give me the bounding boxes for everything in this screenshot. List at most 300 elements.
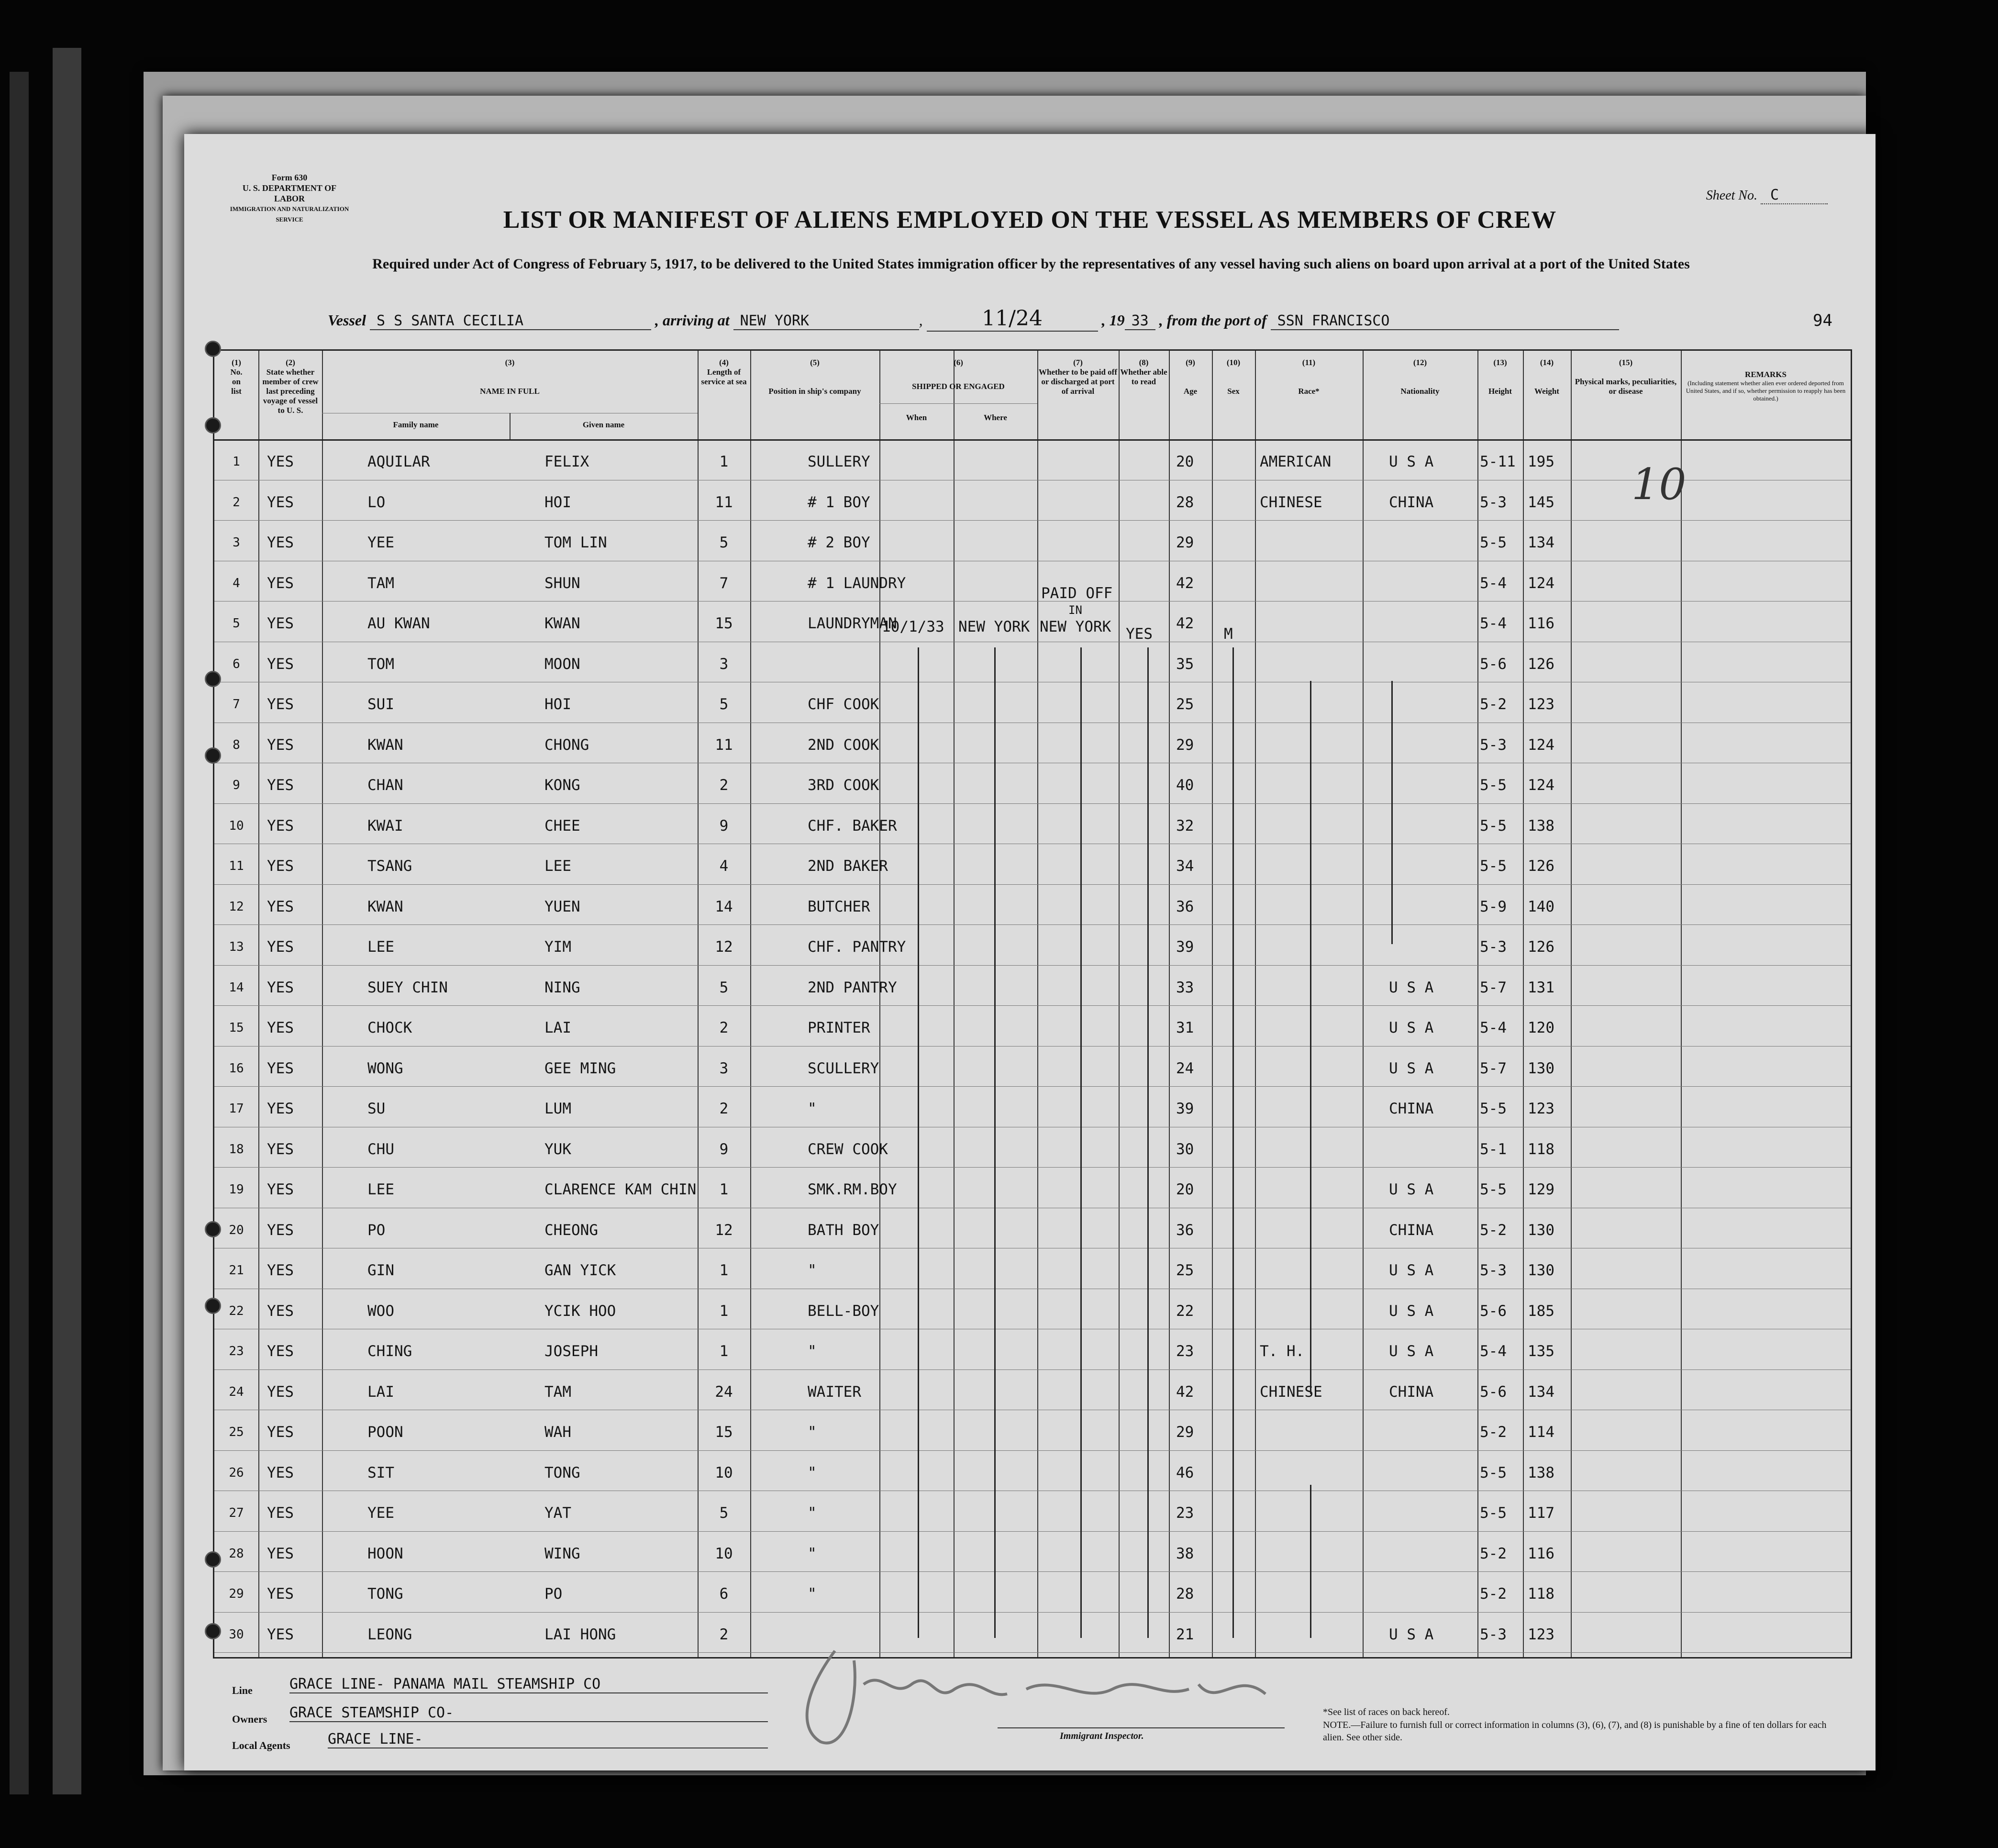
- cell-height: 5-3: [1480, 493, 1507, 511]
- cell-family: YEE: [367, 1504, 394, 1522]
- vessel-label: Vessel: [328, 312, 366, 329]
- year-prefix: , 19: [1101, 312, 1125, 329]
- cell-weight: 138: [1528, 817, 1554, 835]
- cell-position: 2ND PANTRY: [808, 979, 897, 996]
- cell-service: 12: [715, 938, 733, 956]
- cell-given: WAH: [544, 1424, 571, 1441]
- arrival-port: NEW YORK: [733, 312, 919, 330]
- cell-height: 5-3: [1480, 736, 1507, 754]
- cell-service: 9: [719, 1140, 729, 1158]
- owners-label: Owners: [232, 1713, 267, 1725]
- col-divider: [1169, 351, 1170, 1657]
- cell-age: 35: [1176, 655, 1194, 673]
- film-edge-left: [10, 72, 29, 1794]
- punch-hole: [205, 341, 221, 357]
- cell-weight: 117: [1528, 1504, 1554, 1522]
- cell-nat: U S A: [1389, 1262, 1434, 1279]
- col-divider: [1119, 351, 1120, 1657]
- cell-prev: YES: [267, 1059, 294, 1077]
- cell-no: 8: [233, 737, 240, 752]
- col-divider: [954, 351, 955, 1657]
- cell-service: 7: [719, 574, 729, 592]
- col-divider: [1477, 351, 1478, 1657]
- cell-given: CLARENCE KAM CHIN: [544, 1181, 697, 1198]
- cell-prev: YES: [267, 1100, 294, 1117]
- ditto-line: [1310, 681, 1311, 1394]
- col-header-shipped: (6) SHIPPED OR ENGAGED: [912, 358, 1005, 391]
- punch-hole: [205, 747, 221, 764]
- cell-position: CREW COOK: [808, 1140, 888, 1158]
- col-header-name: (3) NAME IN FULL: [480, 358, 540, 396]
- cell-family: YEE: [367, 534, 394, 551]
- cell-height: 5-9: [1480, 898, 1507, 915]
- cell-given: NING: [544, 979, 580, 996]
- cell-given: YUK: [544, 1140, 571, 1158]
- punch-hole: [205, 671, 221, 687]
- ditto-line: [918, 647, 919, 1638]
- cell-position: BUTCHER: [808, 898, 870, 915]
- cell-no: 18: [229, 1142, 244, 1157]
- cell-position: CHF. PANTRY: [808, 938, 906, 956]
- cell-no: 30: [229, 1627, 244, 1642]
- cell-weight: 126: [1528, 938, 1554, 956]
- cell-height: 5-2: [1480, 1221, 1507, 1239]
- cell-prev: YES: [267, 1302, 294, 1320]
- cell-given: TONG: [544, 1464, 580, 1481]
- cell-family: PO: [367, 1221, 386, 1239]
- paid-off-line-2: IN: [1068, 603, 1082, 617]
- cell-prev: YES: [267, 1262, 294, 1279]
- cell-given: JOSEPH: [544, 1343, 598, 1360]
- cell-given: YCIK HOO: [544, 1302, 616, 1320]
- cell-service: 5: [719, 534, 729, 551]
- cell-height: 5-2: [1480, 1424, 1507, 1441]
- cell-family: KWAI: [367, 817, 403, 835]
- col-header-given-name: Given name: [582, 420, 625, 429]
- cell-no: 9: [233, 778, 240, 792]
- cell-service: 6: [719, 1585, 729, 1603]
- col-header-family-name: Family name: [393, 420, 439, 429]
- punch-hole: [205, 417, 221, 434]
- page-number: 94: [1813, 311, 1832, 330]
- col-header-nationality: (12) Nationality: [1400, 358, 1440, 396]
- cell-service: 3: [719, 655, 729, 673]
- cell-age: 29: [1176, 1424, 1194, 1441]
- arrival-year: 33: [1125, 312, 1155, 330]
- cell-service: 9: [719, 817, 729, 835]
- cell-height: 5-3: [1480, 938, 1507, 956]
- cell-family: SUI: [367, 696, 394, 713]
- cell-prev: YES: [267, 655, 294, 673]
- cell-prev: YES: [267, 1221, 294, 1239]
- cell-family: CHU: [367, 1140, 394, 1158]
- cell-family: GIN: [367, 1262, 394, 1279]
- cell-given: LEE: [544, 857, 571, 875]
- cell-nat: CHINA: [1389, 1383, 1434, 1401]
- cell-no: 17: [229, 1102, 244, 1116]
- ditto-line: [1232, 647, 1234, 1638]
- cell-weight: 120: [1528, 1019, 1554, 1036]
- cell-family: LEONG: [367, 1625, 412, 1643]
- cell-given: YIM: [544, 938, 571, 956]
- col-header-remarks: REMARKS (Including statement whether alien ever ordered deported from United States, and if so, whether permission to reapply has been obtained.): [1686, 370, 1846, 402]
- ditto-line: [1310, 1485, 1311, 1638]
- cell-age: 29: [1176, 736, 1194, 754]
- cell-no: 4: [233, 576, 240, 590]
- cell-height: 5-3: [1480, 1625, 1507, 1643]
- cell-nat: U S A: [1389, 979, 1434, 996]
- cell-position: CHF. BAKER: [808, 817, 897, 835]
- cell-weight: 195: [1528, 453, 1554, 470]
- cell-family: LAI: [367, 1383, 394, 1401]
- cell-race: T. H.: [1260, 1343, 1305, 1360]
- cell-height: 5-5: [1480, 777, 1507, 794]
- ditto-line: [1147, 647, 1149, 1638]
- cell-weight: 123: [1528, 1625, 1554, 1643]
- cell-given: TOM LIN: [544, 534, 607, 551]
- cell-weight: 145: [1528, 493, 1554, 511]
- cell-family: HOON: [367, 1545, 403, 1562]
- cell-no: 19: [229, 1182, 244, 1197]
- cell-weight: 124: [1528, 777, 1554, 794]
- cell-weight: 134: [1528, 534, 1554, 551]
- cell-weight: 140: [1528, 898, 1554, 915]
- cell-height: 5-4: [1480, 574, 1507, 592]
- sheet-number: [1706, 187, 1828, 204]
- cell-no: 13: [229, 940, 244, 954]
- cell-no: 29: [229, 1587, 244, 1601]
- cell-family: TONG: [367, 1585, 403, 1603]
- cell-family: CHOCK: [367, 1019, 412, 1036]
- cell-age: 21: [1176, 1625, 1194, 1643]
- from-port: SSN FRANCISCO: [1271, 312, 1619, 330]
- cell-given: CHONG: [544, 736, 589, 754]
- cell-weight: 124: [1528, 736, 1554, 754]
- cell-given: PO: [544, 1585, 563, 1603]
- owners-value: GRACE STEAMSHIP CO-: [289, 1704, 768, 1722]
- cell-age: 25: [1176, 696, 1194, 713]
- cell-given: KWAN: [544, 615, 580, 632]
- row-divider: [214, 965, 1851, 966]
- cell-height: 5-5: [1480, 534, 1507, 551]
- cell-nat: U S A: [1389, 1343, 1434, 1360]
- cell-prev: YES: [267, 1545, 294, 1562]
- punch-hole: [205, 1551, 221, 1568]
- col-divider: [1363, 351, 1364, 1657]
- cell-nat: U S A: [1389, 1019, 1434, 1036]
- cell-prev: YES: [267, 1464, 294, 1481]
- cell-prev: YES: [267, 493, 294, 511]
- cell-age: 28: [1176, 1585, 1194, 1603]
- paid-off-line-1: PAID OFF: [1041, 585, 1113, 602]
- cell-weight: 131: [1528, 979, 1554, 996]
- cell-prev: YES: [267, 1019, 294, 1036]
- cell-position: LAUNDRYMAN: [808, 615, 897, 632]
- cell-no: 11: [229, 859, 244, 873]
- cell-height: 5-6: [1480, 655, 1507, 673]
- col-divider: [1681, 351, 1682, 1657]
- cell-prev: YES: [267, 453, 294, 470]
- cell-height: 5-11: [1480, 453, 1516, 470]
- cell-weight: 135: [1528, 1343, 1554, 1360]
- col-divider: [1523, 351, 1524, 1657]
- service-name: IMMIGRATION AND NATURALIZATION SERVICE: [230, 205, 349, 223]
- cell-weight: 116: [1528, 1545, 1554, 1562]
- cell-no: 6: [233, 657, 240, 671]
- cell-position: 3RD COOK: [808, 777, 879, 794]
- cell-family: CHAN: [367, 777, 403, 794]
- vessel-line: Vessel S S SANTA CECILIA , arriving at NEW YORK , 11/24 , 19 33 , from the port of SSN FRANCISCO: [328, 306, 1619, 332]
- cell-age: 36: [1176, 1221, 1194, 1239]
- col-divider: [750, 351, 751, 1657]
- cell-height: 5-3: [1480, 1262, 1507, 1279]
- cell-height: 5-1: [1480, 1140, 1507, 1158]
- cell-given: HOI: [544, 493, 571, 511]
- manifest-page: [184, 134, 1876, 1770]
- cell-race: CHINESE: [1260, 493, 1322, 511]
- cell-given: FELIX: [544, 453, 589, 470]
- cell-nat: U S A: [1389, 1625, 1434, 1643]
- cell-family: LEE: [367, 938, 394, 956]
- sheet-value: C: [1761, 187, 1828, 204]
- arriving-label: , arriving at: [655, 312, 730, 329]
- cell-age: 25: [1176, 1262, 1194, 1279]
- page-subtitle: Required under Act of Congress of February 5, 1917, to be delivered to the United States immigration officer by the representatives of any vessel having such aliens on board upon arrival at a port of the United States: [372, 256, 1690, 272]
- col-divider: [1037, 351, 1038, 1657]
- cell-weight: 116: [1528, 615, 1554, 632]
- cell-nat: U S A: [1389, 1059, 1434, 1077]
- cell-position: ": [808, 1464, 817, 1481]
- cell-family: CHING: [367, 1343, 412, 1360]
- punch-hole: [205, 1298, 221, 1314]
- cell-height: 5-6: [1480, 1302, 1507, 1320]
- cell-weight: 126: [1528, 857, 1554, 875]
- cell-service: 2: [719, 777, 729, 794]
- cell-position: # 1 LAUNDRY: [808, 574, 906, 592]
- cell-position: # 1 BOY: [808, 493, 870, 511]
- cell-age: 39: [1176, 1100, 1194, 1117]
- col-header-position: (5) Position in ship's company: [768, 358, 861, 396]
- cell-prev: YES: [267, 1625, 294, 1643]
- cell-given: KONG: [544, 777, 580, 794]
- cell-height: 5-4: [1480, 615, 1507, 632]
- cell-nat: U S A: [1389, 1302, 1434, 1320]
- cell-age: 20: [1176, 453, 1194, 470]
- department-name: U. S. DEPARTMENT OF LABOR: [242, 183, 337, 203]
- cell-prev: YES: [267, 736, 294, 754]
- col-divider: [322, 351, 323, 1657]
- col-header-sex: (10) Sex: [1226, 358, 1241, 396]
- col-header-weight: (14) Weight: [1534, 358, 1559, 396]
- cell-weight: 123: [1528, 696, 1554, 713]
- cell-service: 1: [719, 453, 729, 470]
- cell-age: 42: [1176, 615, 1194, 632]
- cell-no: 22: [229, 1303, 244, 1318]
- cell-position: ": [808, 1343, 817, 1360]
- cell-given: CHEE: [544, 817, 580, 835]
- cell-no: 23: [229, 1344, 244, 1358]
- cell-service: 15: [715, 1424, 733, 1441]
- cell-height: 5-5: [1480, 1181, 1507, 1198]
- page-title: LIST OR MANIFEST OF ALIENS EMPLOYED ON THE VESSEL AS MEMBERS OF CREW: [503, 206, 1557, 234]
- cell-no: 1: [233, 455, 240, 469]
- cell-no: 14: [229, 980, 244, 995]
- row-divider: [214, 884, 1851, 885]
- col-header-race: (11) Race*: [1298, 358, 1320, 396]
- cell-given: MOON: [544, 655, 580, 673]
- cell-height: 5-7: [1480, 1059, 1507, 1077]
- arrival-date: 11/24: [927, 306, 1098, 332]
- cell-height: 5-5: [1480, 1464, 1507, 1481]
- cell-family: WOO: [367, 1302, 394, 1320]
- cell-age: 20: [1176, 1181, 1194, 1198]
- col-header-physical-marks: (15) Physical marks, peculiarities, or disease: [1575, 358, 1677, 396]
- cell-service: 2: [719, 1019, 729, 1036]
- cell-weight: 130: [1528, 1262, 1554, 1279]
- cell-service: 3: [719, 1059, 729, 1077]
- cell-no: 28: [229, 1546, 244, 1561]
- cell-no: 21: [229, 1263, 244, 1278]
- punch-hole: [205, 1623, 221, 1639]
- cell-family: WONG: [367, 1059, 403, 1077]
- cell-family: TOM: [367, 655, 394, 673]
- cell-given: GAN YICK: [544, 1262, 616, 1279]
- row-divider: [214, 1450, 1851, 1451]
- cell-weight: 185: [1528, 1302, 1554, 1320]
- cell-prev: YES: [267, 534, 294, 551]
- cell-service: 15: [715, 615, 733, 632]
- sheet-label: Sheet No.: [1706, 188, 1757, 203]
- cell-given: YUEN: [544, 898, 580, 915]
- cell-nat: CHINA: [1389, 1221, 1434, 1239]
- cell-given: YAT: [544, 1504, 571, 1522]
- cell-weight: 124: [1528, 574, 1554, 592]
- cell-height: 5-5: [1480, 817, 1507, 835]
- col-header-height: (13) Height: [1488, 358, 1512, 396]
- cell-service: 1: [719, 1181, 729, 1198]
- cell-family: SU: [367, 1100, 386, 1117]
- cell-prev: YES: [267, 1140, 294, 1158]
- cell-age: 23: [1176, 1343, 1194, 1360]
- cell-service: 4: [719, 857, 729, 875]
- cell-family: SIT: [367, 1464, 394, 1481]
- cell-nat: CHINA: [1389, 1100, 1434, 1117]
- cell-prev: YES: [267, 938, 294, 956]
- line-value: GRACE LINE- PANAMA MAIL STEAMSHIP CO: [289, 1676, 768, 1693]
- cell-position: SCULLERY: [808, 1059, 879, 1077]
- ditto-line: [994, 647, 996, 1638]
- cell-height: 5-5: [1480, 1100, 1507, 1117]
- cell-height: 5-6: [1480, 1383, 1507, 1401]
- cell-weight: 130: [1528, 1221, 1554, 1239]
- cell-age: 33: [1176, 979, 1194, 996]
- cell-no: 25: [229, 1425, 244, 1439]
- cell-family: POON: [367, 1424, 403, 1441]
- row-divider: [214, 520, 1851, 521]
- cell-nat: U S A: [1389, 453, 1434, 470]
- cell-family: TSANG: [367, 857, 412, 875]
- cell-age: 28: [1176, 493, 1194, 511]
- cell-given: WING: [544, 1545, 580, 1562]
- cell-position: ": [808, 1424, 817, 1441]
- punch-hole: [205, 1221, 221, 1237]
- cell-weight: 134: [1528, 1383, 1554, 1401]
- cell-service: 11: [715, 736, 733, 754]
- cell-weight: 118: [1528, 1585, 1554, 1603]
- cell-age: 42: [1176, 574, 1194, 592]
- cell-weight: 130: [1528, 1059, 1554, 1077]
- cell-no: 10: [229, 818, 244, 833]
- from-label: , from the port of: [1159, 312, 1267, 329]
- cell-family: AQUILAR: [367, 453, 430, 470]
- cell-family: AU KWAN: [367, 615, 430, 632]
- cell-position: PRINTER: [808, 1019, 870, 1036]
- cell-position: BATH BOY: [808, 1221, 879, 1239]
- able-to-read: YES: [1126, 625, 1153, 643]
- cell-prev: YES: [267, 1181, 294, 1198]
- row-divider: [214, 803, 1851, 804]
- cell-no: 7: [233, 697, 240, 712]
- cell-prev: YES: [267, 1383, 294, 1401]
- cell-position: ": [808, 1100, 817, 1117]
- cell-position: ": [808, 1585, 817, 1603]
- cell-age: 36: [1176, 898, 1194, 915]
- cell-position: 2ND BAKER: [808, 857, 888, 875]
- film-edge-left-2: [53, 48, 81, 1794]
- agents-value: GRACE LINE-: [328, 1731, 768, 1748]
- cell-age: 34: [1176, 857, 1194, 875]
- cell-height: 5-4: [1480, 1343, 1507, 1360]
- cell-given: HOI: [544, 696, 571, 713]
- shipped-subheader-line: [879, 403, 1037, 404]
- line-label: Line: [232, 1684, 253, 1696]
- cell-no: 2: [233, 495, 240, 510]
- remark-handwritten: 10: [1632, 459, 1687, 510]
- cell-age: 29: [1176, 534, 1194, 551]
- cell-given: LAI HONG: [544, 1625, 616, 1643]
- cell-given: TAM: [544, 1383, 571, 1401]
- cell-position: WAITER: [808, 1383, 861, 1401]
- row-divider: [214, 1612, 1851, 1613]
- cell-weight: 126: [1528, 655, 1554, 673]
- row-divider: [214, 1086, 1851, 1087]
- row-divider: [214, 1369, 1851, 1370]
- cell-given: LUM: [544, 1100, 571, 1117]
- cell-family: LO: [367, 493, 386, 511]
- cell-family: SUEY CHIN: [367, 979, 448, 996]
- cell-no: 15: [229, 1021, 244, 1035]
- col-divider: [1255, 351, 1256, 1657]
- ditto-line: [1080, 647, 1082, 1638]
- cell-prev: YES: [267, 1424, 294, 1441]
- col-header-when: When: [906, 413, 927, 422]
- cell-position: SMK.RM.BOY: [808, 1181, 897, 1198]
- cell-position: ": [808, 1545, 817, 1562]
- cell-weight: 138: [1528, 1464, 1554, 1481]
- col-header-read: (8) Whether able to read: [1120, 358, 1167, 386]
- cell-service: 10: [715, 1545, 733, 1562]
- cell-service: 14: [715, 898, 733, 915]
- cell-age: 23: [1176, 1504, 1194, 1522]
- cell-age: 22: [1176, 1302, 1194, 1320]
- races-note: *See list of races on back hereof.: [1323, 1707, 1450, 1717]
- cell-age: 46: [1176, 1464, 1194, 1481]
- crew-table: [213, 349, 1852, 1659]
- cell-no: 3: [233, 535, 240, 550]
- cell-nat: CHINA: [1389, 493, 1434, 511]
- row-divider: [214, 1531, 1851, 1532]
- row-divider: [214, 1167, 1851, 1168]
